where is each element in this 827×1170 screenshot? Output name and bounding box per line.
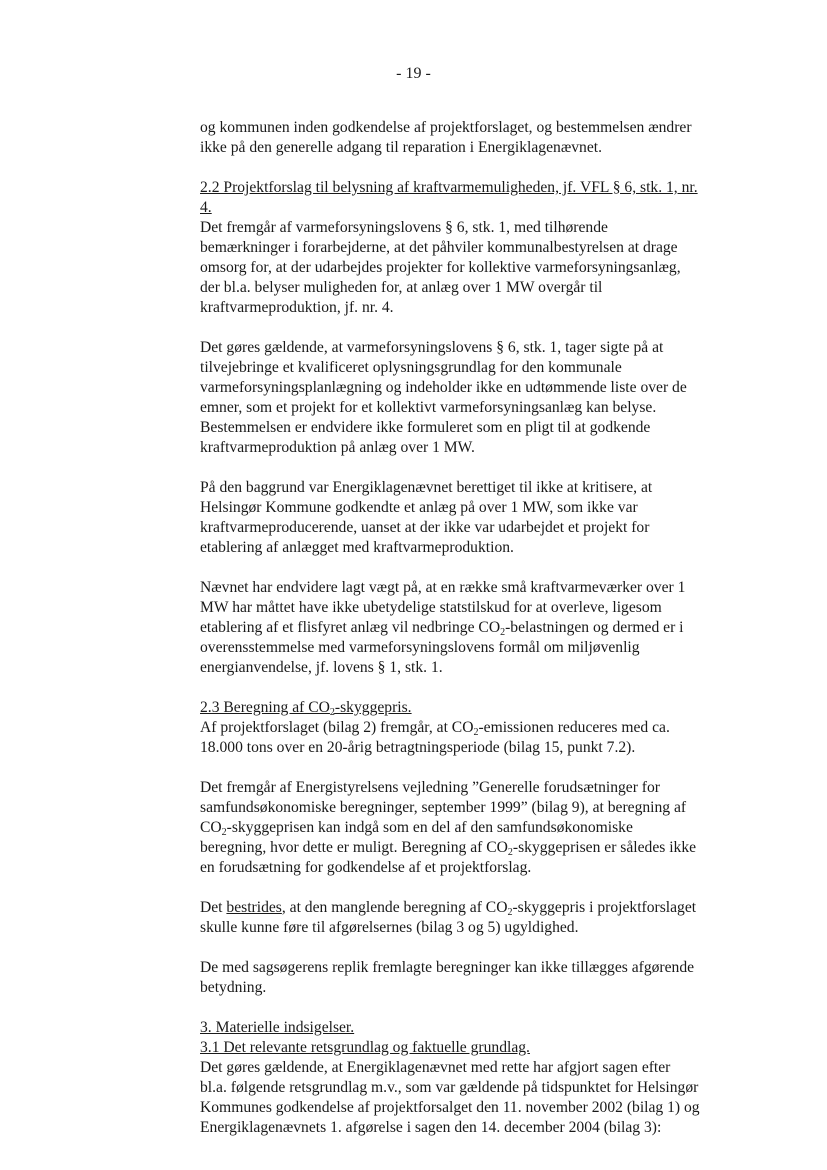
subscript: 2 xyxy=(507,847,513,858)
subscript: 2 xyxy=(507,907,513,918)
section-heading-3: 3. Materielle indsigelser. xyxy=(200,1019,355,1036)
paragraph: Det fremgår af varmeforsyningslovens § 6, stk. 1, med tilhørende bemærkninger i forarbejderne, at det påhviler kommunalbestyrelsen at drage omsorg for, at der udarbejdes projekter for kollektive varmeforsyningsanlæg, der bl.a. belyser muligheden for, at anlæg over 1 MW overgår til kraftvarmeproduktion, jf. nr. 4. xyxy=(200,219,681,316)
subscript: 2 xyxy=(473,727,479,738)
paragraph: Det bestrides, at den manglende beregning af $CO_2$-skyggepris i projektforslaget skulle kunne føre til afgørelsernes (bilag 3 og 5) ugyldighed. xyxy=(200,899,697,936)
paragraph: De med sagsøgerens replik fremlagte beregninger kan ikke tillægges afgørende betydning. xyxy=(200,959,695,996)
paragraph: På den baggrund var Energiklagenævnet berettiget til ikke at kritisere, at Helsingør Kommune godkendte et anlæg på over 1 MW, som ikke var kraftvarmeproducerende, uanset at der ikke var udarbejdet et projekt for etablering af anlægget med kraftvarmeproduktion. xyxy=(200,479,653,556)
page-number: - 19 - xyxy=(396,65,431,82)
section-heading-2-3: 2.3 Beregning af $CO_2$-skyggepris. xyxy=(200,699,412,718)
paragraph-continuation: og kommunen inden godkendelse af projektforslaget, og bestemmelsen ændrer ikke på den generelle adgang til reparation i Energiklagenævnet. xyxy=(200,119,692,156)
paragraph: Det gøres gældende, at varmeforsyningslovens § 6, stk. 1, tager sigte på at tilvejebringe et kvalificeret oplysningsgrundlag for den kommunale varmeforsyningsplanlægning og indeholder ikke en udtømmende liste over de emner, som et projekt for et kollektivt varmeforsyningsanlæg kan belyse. Bestemmelsen er endvidere ikke formuleret som en pligt til at godkende kraftvarmeproduktion på anlæg over 1 MW. xyxy=(200,339,687,456)
paragraph: Nævnet har endvidere lagt vægt på, at en række små kraftvarmeværker over 1 MW har måttet have ikke ubetydelige statstilskud for at overleve, ligesom etablering af et flisfyret anlæg vil nedbringe $CO_2$-belastningen og dermed er i overensstemmelse med varmeforsyningslovens formål om miljøvenlig energianvendelse, jf. lovens § 1, stk. 1. xyxy=(200,579,686,676)
paragraph: Det fremgår af Energistyrelsens vejledning ”Generelle forudsætninger for samfundsøkonomiske beregninger, september 1999” (bilag 9), at beregning af $CO_2$-skyggeprisen kan indgå som en del af den samfundsøkonomiske beregning, hvor dette er muligt. Beregning af $CO_2$-skyggeprisen er således ikke en forudsætning for godkendelse af et projektforslag. xyxy=(200,779,697,876)
section-heading-2-2: 2.2 Projektforslag til belysning af kraftvarmemuligheden, jf. VFL § 6, stk. 1, nr. 4. xyxy=(200,179,698,216)
subscript: 2 xyxy=(221,827,227,838)
emphasis-underline: bestrides xyxy=(226,899,282,916)
subscript: 2 xyxy=(329,707,335,718)
paragraph: Det gøres gældende, at Energiklagenævnet med rette har afgjort sagen efter bl.a. følgende retsgrundlag m.v., som var gældende på tidspunktet for Helsingør Kommunes godkendelse af projektforsalget den 11. november 2002 (bilag 1) og Energiklagenævnets 1. afgørelse i sagen den 14. december 2004 (bilag 3): xyxy=(200,1059,700,1136)
subscript: 2 xyxy=(500,627,506,638)
document-body xyxy=(200,118,700,1138)
paragraph: Af projektforslaget (bilag 2) fremgår, at $CO_2$-emissionen reduceres med ca. 18.000 tons over en 20-årig betragtningsperiode (bilag 15, punkt 7.2). xyxy=(200,719,670,756)
section-heading-3-1: 3.1 Det relevante retsgrundlag og faktuelle grundlag. xyxy=(200,1039,530,1056)
